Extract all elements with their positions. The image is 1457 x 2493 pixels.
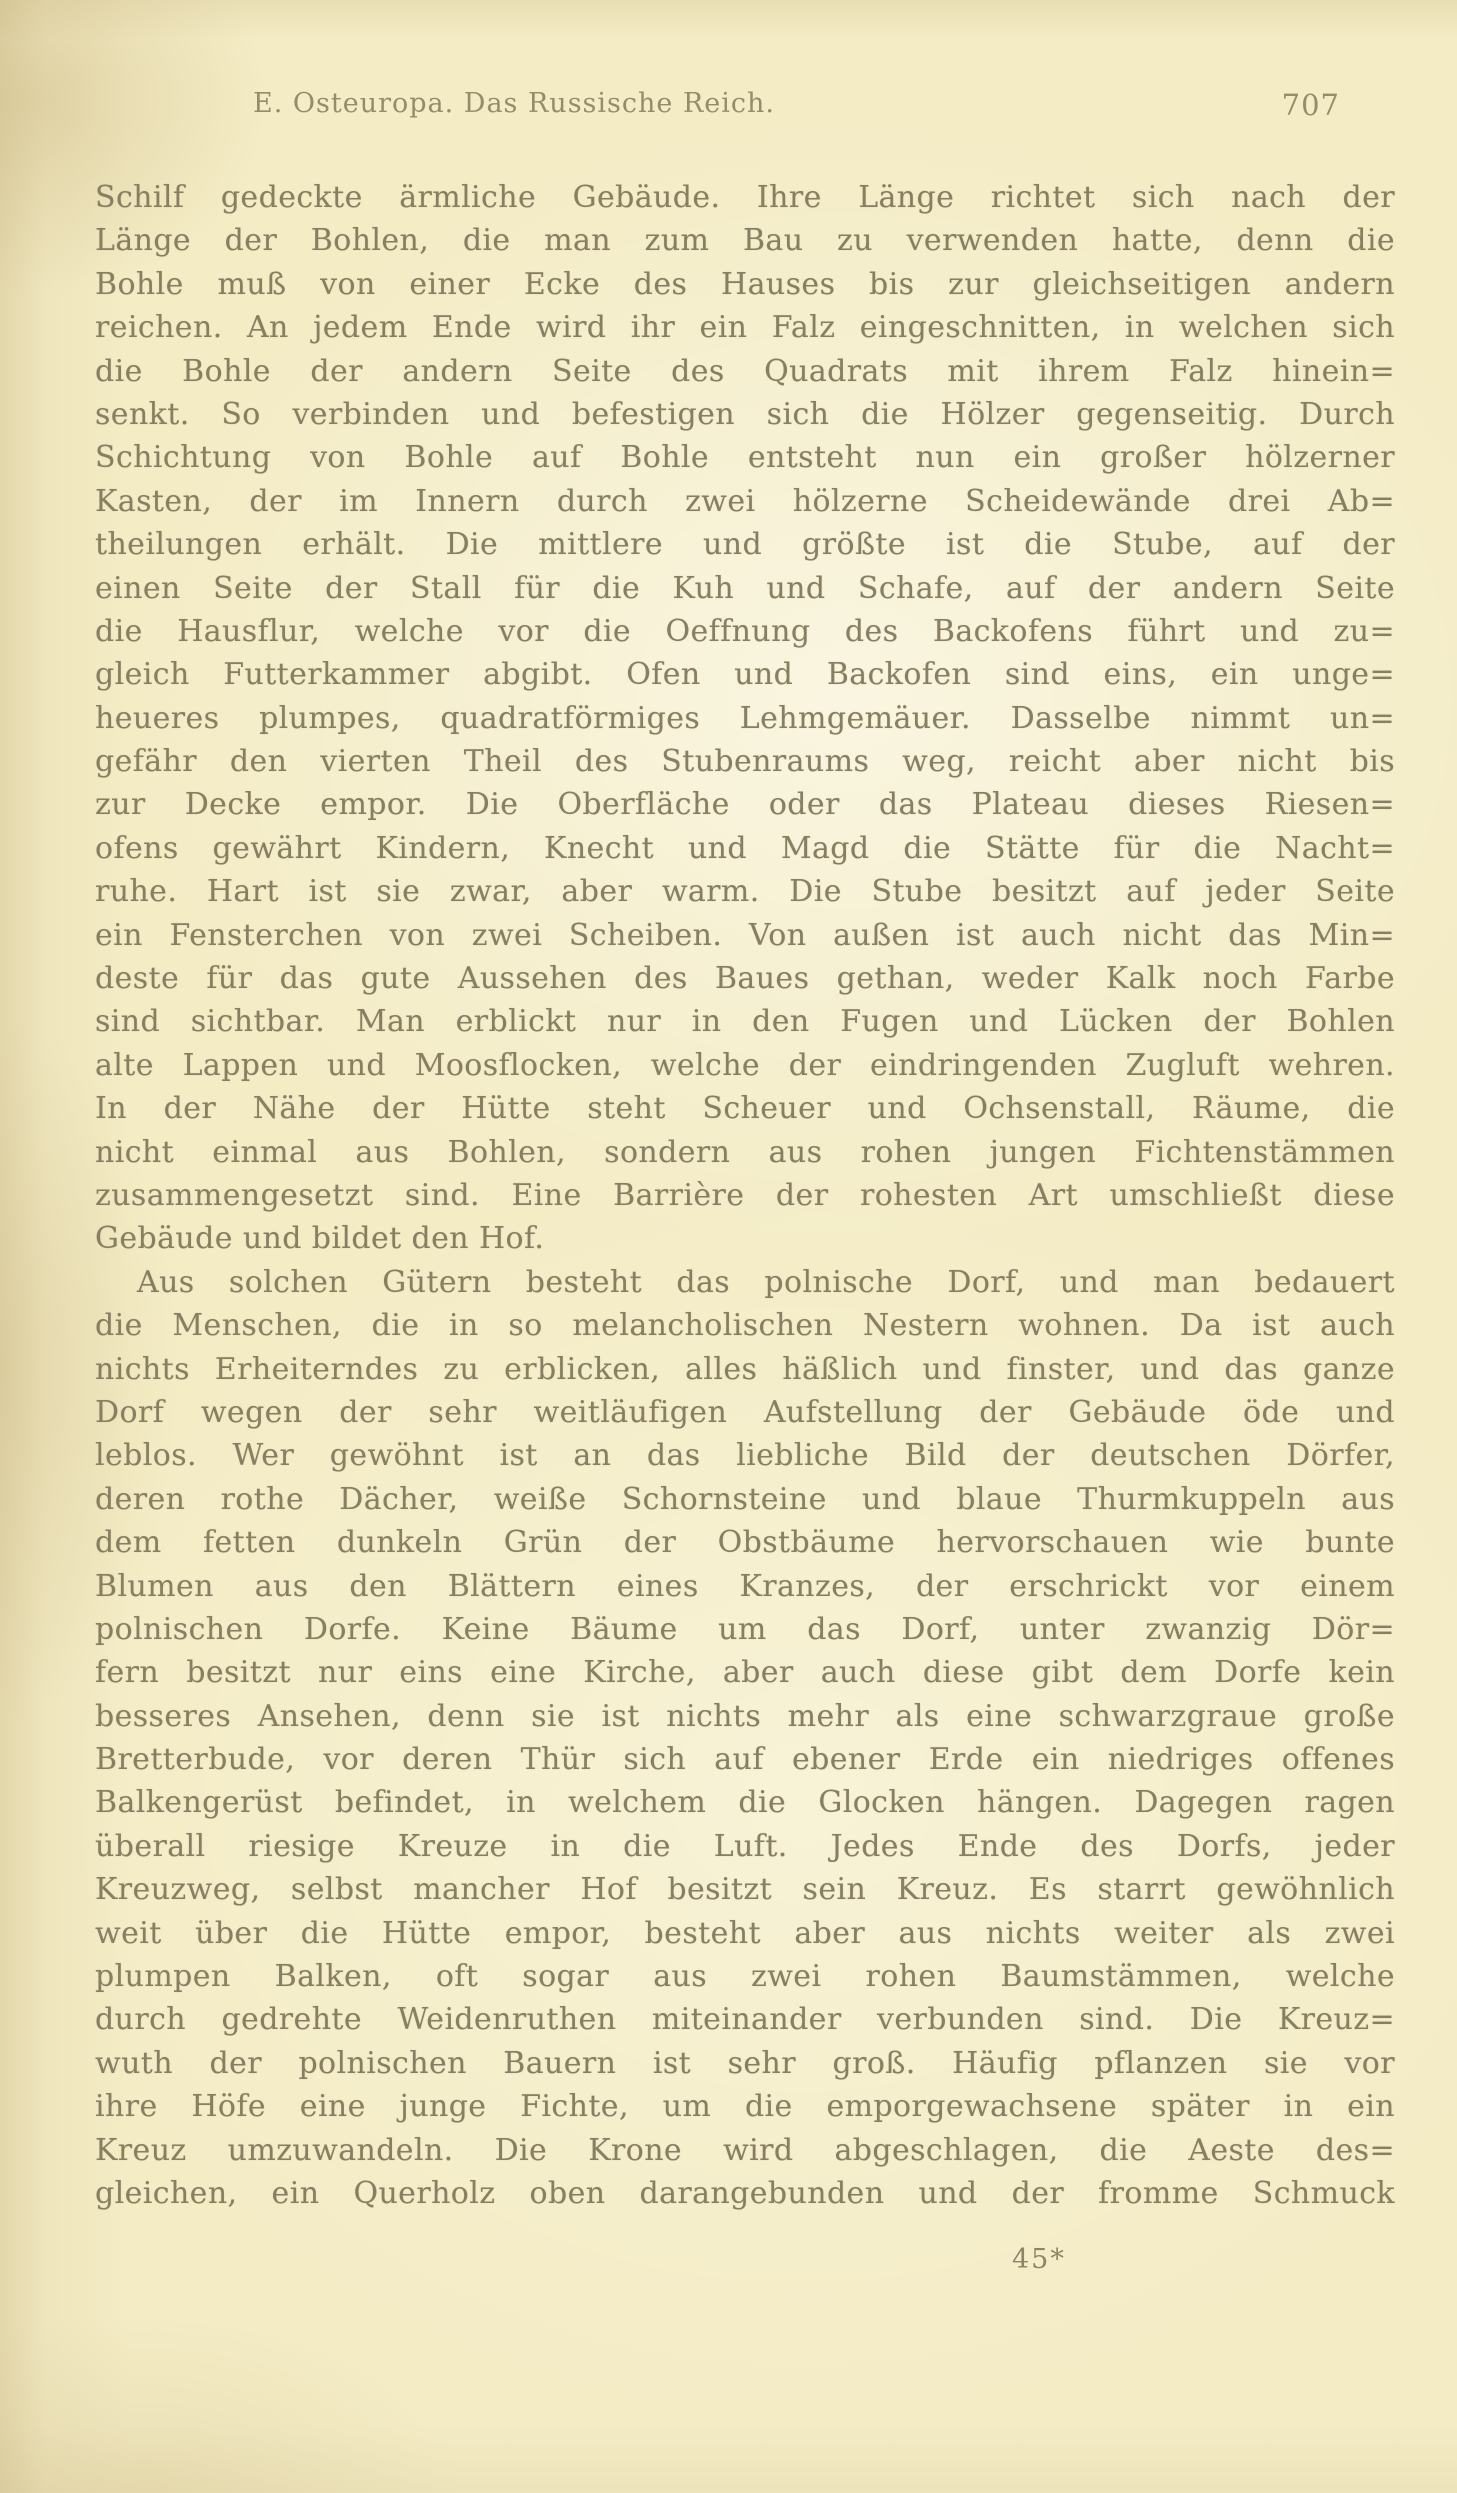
text-line: Aus solchen Gütern besteht das polnische Dorf, und man bedauert: [137, 1264, 1395, 1300]
text-line: durch gedrehte Weidenruthen miteinander verbunden sind. Die Kreuz=: [95, 2002, 1395, 2038]
text-line: theilungen erhält. Die mittlere und größte ist die Stube, auf der: [95, 527, 1395, 563]
paragraph: [95, 176, 1395, 1261]
text-line: In der Nähe der Hütte steht Scheuer und Ochsenstall, Räume, die: [95, 1091, 1395, 1127]
text-line: weit über die Hütte empor, besteht aber aus nichts weiter als zwei: [95, 1915, 1395, 1951]
text-line: Dorf wegen der sehr weitläufigen Aufstellung der Gebäude öde und: [95, 1394, 1395, 1430]
text-line: die Bohle der andern Seite des Quadrats mit ihrem Falz hinein=: [95, 353, 1395, 389]
text-line: heueres plumpes, quadratförmiges Lehmgemäuer. Dasselbe nimmt un=: [95, 700, 1395, 736]
text-line: überall riesige Kreuze in die Luft. Jedes Ende des Dorfs, jeder: [95, 1828, 1395, 1864]
paragraph: [95, 1261, 1395, 2216]
text-line: gleich Futterkammer abgibt. Ofen und Backofen sind eins, ein unge=: [95, 657, 1395, 693]
text-line: nichts Erheiterndes zu erblicken, alles häßlich und finster, und das ganze: [95, 1351, 1395, 1387]
text-line: sind sichtbar. Man erblickt nur in den Fugen und Lücken der Bohlen: [95, 1004, 1395, 1040]
signature-mark: 45*: [1012, 2244, 1066, 2275]
text-line: ruhe. Hart ist sie zwar, aber warm. Die Stube besitzt auf jeder Seite: [95, 874, 1395, 910]
text-line: Gebäude und bildet den Hof.: [95, 1221, 545, 1257]
text-line: reichen. An jedem Ende wird ihr ein Falz eingeschnitten, in welchen sich: [95, 310, 1395, 346]
text-line: Blumen aus den Blättern eines Kranzes, der erschrickt vor einem: [95, 1568, 1395, 1604]
text-line: Schichtung von Bohle auf Bohle entsteht nun ein großer hölzerner: [95, 440, 1395, 476]
text-line: Länge der Bohlen, die man zum Bau zu verwenden hatte, denn die: [95, 223, 1395, 259]
text-line: deren rothe Dächer, weiße Schornsteine und blaue Thurmkuppeln aus: [95, 1481, 1395, 1517]
text-line: besseres Ansehen, denn sie ist nichts mehr als eine schwarzgraue große: [95, 1698, 1395, 1734]
running-head: [95, 88, 1395, 128]
text-line: ein Fensterchen von zwei Scheiben. Von außen ist auch nicht das Min=: [95, 917, 1395, 953]
text-line: Balkengerüst befindet, in welchem die Glocken hängen. Dagegen ragen: [95, 1785, 1395, 1821]
page-number: 707: [1281, 88, 1340, 122]
text-line: plumpen Balken, oft sogar aus zwei rohen Baumstämmen, welche: [95, 1959, 1395, 1995]
text-line: gefähr den vierten Theil des Stubenraums weg, reicht aber nicht bis: [95, 744, 1395, 780]
text-line: deste für das gute Aussehen des Baues gethan, weder Kalk noch Farbe: [95, 961, 1395, 997]
text-line: alte Lappen und Moosflocken, welche der eindringenden Zugluft wehren.: [95, 1047, 1395, 1083]
text-line: ihre Höfe eine junge Fichte, um die emporgewachsene später in ein: [95, 2089, 1395, 2125]
running-head-title: E. Osteuropa. Das Russische Reich.: [253, 88, 776, 119]
text-line: die Hausflur, welche vor die Oeffnung des Backofens führt und zu=: [95, 613, 1395, 649]
text-line: nicht einmal aus Bohlen, sondern aus rohen jungen Fichtenstämmen: [95, 1134, 1395, 1170]
text-block: [95, 176, 1395, 2215]
text-line: die Menschen, die in so melancholischen Nestern wohnen. Da ist auch: [95, 1308, 1395, 1344]
text-line: dem fetten dunkeln Grün der Obstbäume hervorschauen wie bunte: [95, 1525, 1395, 1561]
text-line: Kasten, der im Innern durch zwei hölzerne Scheidewände drei Ab=: [95, 483, 1395, 519]
text-line: Bohle muß von einer Ecke des Hauses bis zur gleichseitigen andern: [95, 266, 1395, 302]
text-line: leblos. Wer gewöhnt ist an das liebliche Bild der deutschen Dörfer,: [95, 1438, 1395, 1474]
text-line: zur Decke empor. Die Oberfläche oder das Plateau dieses Riesen=: [95, 787, 1395, 823]
text-line: zusammengesetzt sind. Eine Barrière der rohesten Art umschließt diese: [95, 1177, 1395, 1213]
text-line: ofens gewährt Kindern, Knecht und Magd die Stätte für die Nacht=: [95, 830, 1395, 866]
text-line: fern besitzt nur eins eine Kirche, aber auch diese gibt dem Dorfe kein: [95, 1655, 1395, 1691]
text-line: einen Seite der Stall für die Kuh und Schafe, auf der andern Seite: [95, 570, 1395, 606]
text-line: gleichen, ein Querholz oben darangebunden und der fromme Schmuck: [95, 2175, 1395, 2211]
text-line: polnischen Dorfe. Keine Bäume um das Dorf, unter zwanzig Dör=: [95, 1611, 1395, 1647]
text-line: wuth der polnischen Bauern ist sehr groß. Häufig pflanzen sie vor: [95, 2045, 1395, 2081]
text-line: Schilf gedeckte ärmliche Gebäude. Ihre Länge richtet sich nach der: [95, 180, 1395, 215]
text-line: Bretterbude, vor deren Thür sich auf ebener Erde ein niedriges offenes: [95, 1742, 1395, 1778]
text-line: Kreuzweg, selbst mancher Hof besitzt sein Kreuz. Es starrt gewöhnlich: [95, 1872, 1395, 1908]
text-line: Kreuz umzuwandeln. Die Krone wird abgeschlagen, die Aeste des=: [95, 2132, 1395, 2168]
text-line: senkt. So verbinden und befestigen sich die Hölzer gegenseitig. Durch: [95, 396, 1395, 432]
